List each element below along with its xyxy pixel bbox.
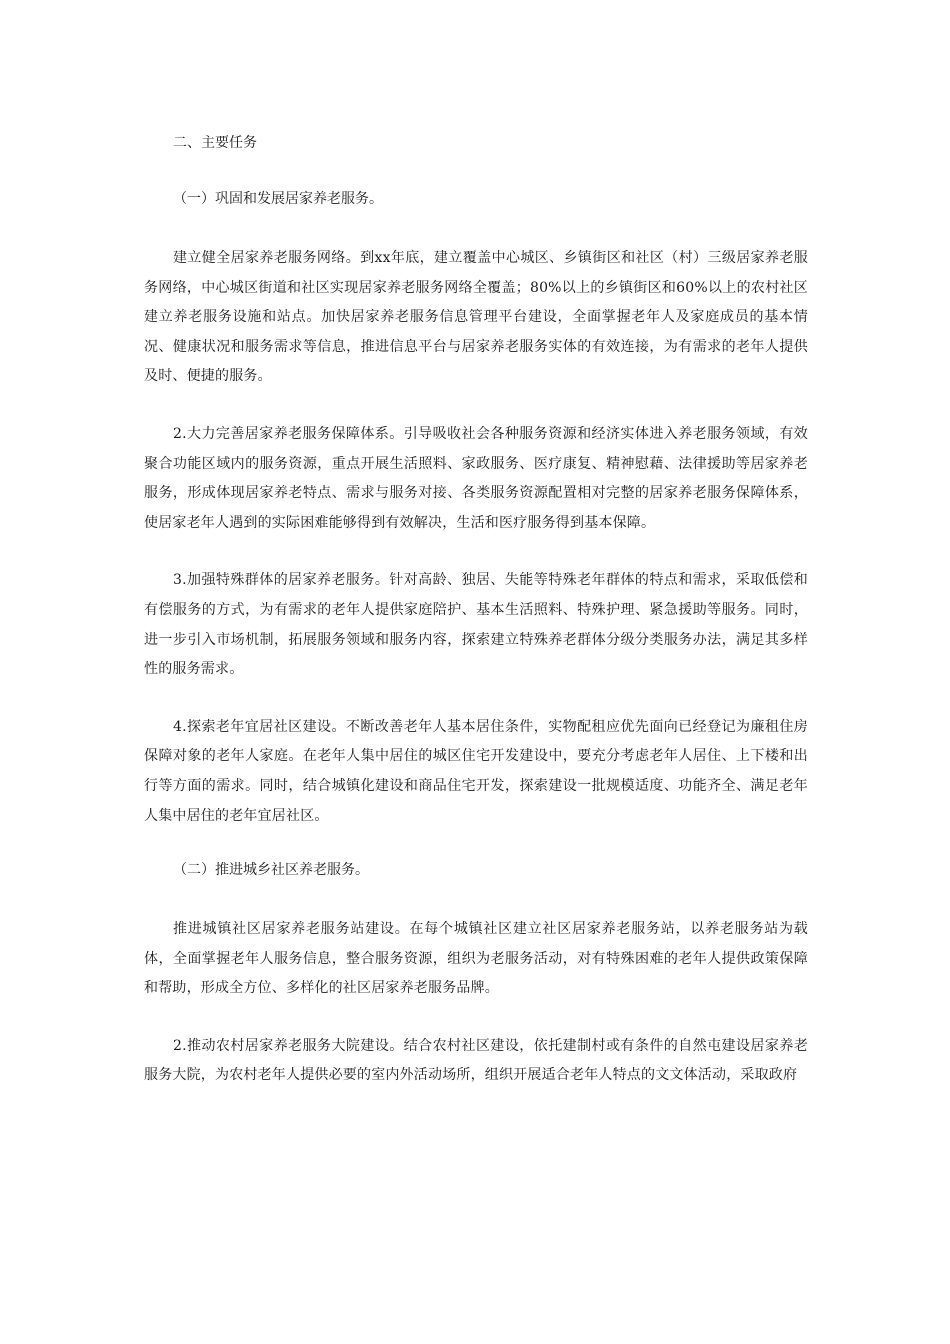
- paragraph-special-groups: 3.加强特殊群体的居家养老服务。针对高龄、独居、失能等特殊老年群体的特点和需求，采取低偿和有偿服务的方式，为有需求的老年人提供家庭陪护、基本生活照料、特殊护理、紧急援助等服务。同时，进一步引入市场机制，拓展服务领域和服务内容，探索建立特殊养老群体分级分类服务办法，满足其多样性的服务需求。: [144, 572, 808, 678]
- document-page: [144, 132, 808, 1091]
- subsection-title-2: （二）推进城乡社区养老服务。: [173, 862, 369, 879]
- section-title: 二、主要任务: [173, 135, 257, 151]
- paragraph-service-network: 建立健全居家养老服务网络。到xx年底，建立覆盖中心城区、乡镇街区和社区（村）三级居家养老服务网络，中心城区街道和社区实现居家养老服务网络全覆盖；80%以上的乡镇街区和60%以上的农村社区建立养老服务设施和站点。加快居家养老服务信息管理平台建设，全面掌握老年人及家庭成员的基本情况、健康状况和服务需求等信息，推进信息平台与居家养老服务实体的有效连接，为有需求的老年人提供及时、便捷的服务。: [144, 250, 808, 385]
- paragraph-livable-community: 4.探索老年宜居社区建设。不断改善老年人基本居住条件，实物配租应优先面向已经登记为廉租住房保障对象的老年人家庭。在老年人集中居住的城区住宅开发建设中，要充分考虑老年人居住、上下楼和出行等方面的需求。同时，结合城镇化建设和商品住宅开发，探索建设一批规模适度、功能齐全、满足老年人集中居住的老年宜居社区。: [144, 718, 808, 824]
- paragraph-rural-service-compound: 2.推动农村居家养老服务大院建设。结合农村社区建设，依托建制村或有条件的自然屯建设居家养老服务大院，为农村老年人提供必要的室内外活动场所，组织开展适合老年人特点的文文体活动，采取政府: [144, 1037, 808, 1084]
- paragraph-service-guarantee: 2.大力完善居家养老服务保障体系。引导吸收社会各种服务资源和经济实体进入养老服务领域，有效聚合功能区域内的服务资源，重点开展生活照料、家政服务、医疗康复、精神慰藉、法律援助等居家养老服务，形成体现居家养老特点、需求与服务对接、各类服务资源配置相对完整的居家养老服务保障体系，使居家老年人遇到的实际困难能够得到有效解决，生活和医疗服务得到基本保障。: [144, 425, 808, 531]
- subsection-title-1: （一）巩固和发展居家养老服务。: [173, 191, 383, 207]
- paragraph-urban-service-station: 推进城镇社区居家养老服务站建设。在每个城镇社区建立社区居家养老服务站，以养老服务站为载体，全面掌握老年人服务信息，整合服务资源，组织为老服务活动，对有特殊困难的老年人提供政策保障和帮助，形成全方位、多样化的社区居家养老服务品牌。: [144, 921, 808, 997]
